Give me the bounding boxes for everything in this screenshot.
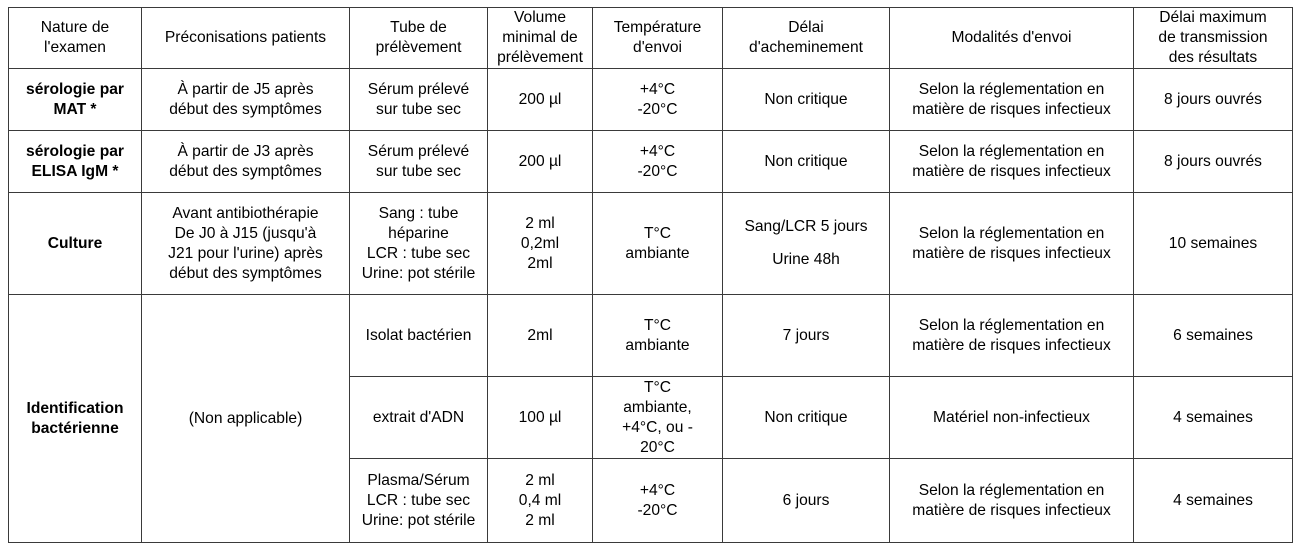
cell-transmission: 10 semaines [1134,193,1293,295]
cell-exam: Culture [9,193,142,295]
table-row [9,193,1293,295]
cell-temperature: T°C ambiante [593,193,723,295]
cell-preconisations: À partir de J3 après début des symptômes [142,131,350,193]
cell-modalites: Selon la réglementation en matière de risques infectieux [890,295,1134,377]
cell-preconisations: Avant antibiothérapie De J0 à J15 (jusqu'à J21 pour l'urine) après début des symptômes [142,193,350,295]
cell-delai: Non critique [723,131,890,193]
cell-modalites: Matériel non-infectieux [890,377,1134,459]
header-transmission: Délai maximum de transmission des résultats [1134,8,1293,69]
cell-delai: 6 jours [723,459,890,543]
table-row [9,69,1293,131]
header-preconisations: Préconisations patients [142,8,350,69]
cell-transmission: 8 jours ouvrés [1134,69,1293,131]
cell-transmission: 4 semaines [1134,459,1293,543]
cell-temperature: T°C ambiante, +4°C, ou - 20°C [593,377,723,459]
cell-delai [723,193,890,295]
header-delai: Délai d'acheminement [723,8,890,69]
cell-tube: Isolat bactérien [350,295,488,377]
cell-modalites: Selon la réglementation en matière de risques infectieux [890,69,1134,131]
cell-volume: 2 ml 0,4 ml 2 ml [488,459,593,543]
table-row [9,131,1293,193]
cell-temperature: +4°C -20°C [593,459,723,543]
cell-exam: Identification bactérienne [9,295,142,543]
header-tube: Tube de prélèvement [350,8,488,69]
cell-temperature: +4°C -20°C [593,69,723,131]
cell-modalites: Selon la réglementation en matière de risques infectieux [890,459,1134,543]
cell-modalites: Selon la réglementation en matière de risques infectieux [890,131,1134,193]
cell-temperature: +4°C -20°C [593,131,723,193]
cell-volume: 2 ml 0,2ml 2ml [488,193,593,295]
cell-volume: 100 µl [488,377,593,459]
cell-transmission: 6 semaines [1134,295,1293,377]
delai-urine: Urine 48h [772,251,840,268]
header-nature: Nature de l'examen [9,8,142,69]
cell-preconisations: (Non applicable) [142,295,350,543]
cell-transmission: 8 jours ouvrés [1134,131,1293,193]
cell-tube: Sérum prélevé sur tube sec [350,69,488,131]
header-row [9,8,1293,69]
cell-delai: Non critique [723,377,890,459]
delai-sang-lcr: Sang/LCR 5 jours [744,218,868,235]
header-volume: Volume minimal de prélèvement [488,8,593,69]
cell-temperature: T°C ambiante [593,295,723,377]
cell-volume: 200 µl [488,69,593,131]
cell-volume: 200 µl [488,131,593,193]
cell-tube: Sang : tube héparine LCR : tube sec Urine: pot stérile [350,193,488,295]
cell-tube: Sérum prélevé sur tube sec [350,131,488,193]
header-temperature: Température d'envoi [593,8,723,69]
header-modalites: Modalités d'envoi [890,8,1134,69]
cell-tube: Plasma/Sérum LCR : tube sec Urine: pot stérile [350,459,488,543]
cell-modalites: Selon la réglementation en matière de risques infectieux [890,193,1134,295]
cell-delai: 7 jours [723,295,890,377]
specimen-table [8,7,1293,543]
cell-tube: extrait d'ADN [350,377,488,459]
cell-delai: Non critique [723,69,890,131]
cell-exam: sérologie par ELISA IgM * [9,131,142,193]
cell-volume: 2ml [488,295,593,377]
cell-exam: sérologie par MAT * [9,69,142,131]
cell-transmission: 4 semaines [1134,377,1293,459]
cell-preconisations: À partir de J5 après début des symptômes [142,69,350,131]
table-row [9,295,1293,377]
